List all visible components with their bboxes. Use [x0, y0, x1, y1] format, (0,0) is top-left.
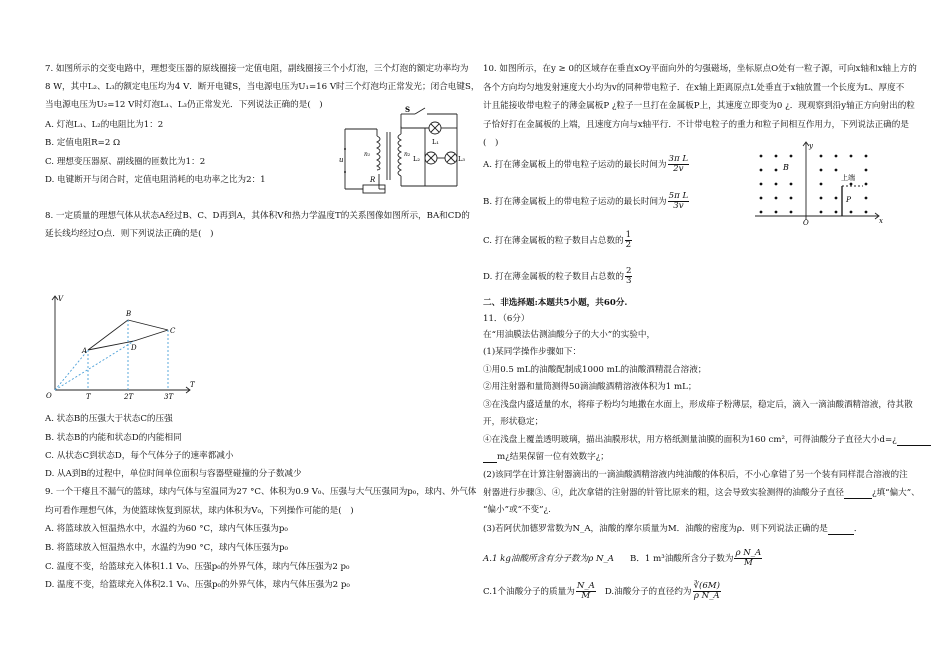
- q11-step4-unit: m¿结果保留一位有效数字¿；: [497, 452, 609, 462]
- q10-option-d-den: 3: [625, 276, 632, 286]
- q11-part2-line1: (2)该同学在计算注射器滴出的一滴油酸酒精溶液内纯油酸的体积后，不小心拿错了另一个装有同样混合溶液的注: [483, 470, 908, 480]
- q11-step3-line1: ③在浅盘内盛适量的水，将痱子粉均匀地撒在水面上，形成痱子粉薄层，稳定后，滴入一滴油酸酒精溶液，待其散: [483, 400, 913, 410]
- q11-part3: [483, 524, 862, 535]
- q11-number: 11．（6分）: [483, 314, 530, 324]
- q11-step4-line1: [483, 435, 931, 446]
- q11-option-d-num: ∛(6M): [693, 581, 720, 591]
- q11-part2-text: 射器进行步骤③、④，此次拿错的注射器的针管比原来的粗，这会导致实验测得的油酸分子直径: [483, 488, 844, 498]
- q10-label-b: B: [783, 163, 789, 172]
- q7-stem-line3: 当电源电压为U₂=12 V时灯泡L₁、L₃仍正常发光．下列说法正确的是( ): [45, 100, 323, 110]
- q11-step2: ②用注射器和量筒测得50滴油酸酒精溶液体积为1 mL；: [483, 382, 697, 392]
- q10-label-top: 上端: [841, 174, 855, 182]
- q11-part3-text: (3)若阿伏加德罗常数为N_A，油酸的摩尔质量为M．油酸的密度为ρ．则下列说法正确的是: [483, 524, 828, 534]
- q10-option-a: [483, 155, 690, 174]
- q11-answer-blank-part3[interactable]: [828, 525, 854, 535]
- q10-option-c: [483, 231, 633, 250]
- q11-option-c-text: C.1个油酸分子的质量为: [483, 587, 575, 597]
- q11-option-d-fraction: [693, 582, 721, 601]
- q10-option-b-den: 3v: [673, 201, 684, 211]
- q11-part2-line2: [483, 488, 920, 499]
- q11-option-d-den: ρ N_A: [693, 591, 720, 601]
- q11-step4-text: ④在浅盘上覆盖透明玻璃，描出油膜形状，用方格纸测量油膜的面积为160 cm²，可得油酸分子直径大小d=¿: [483, 435, 897, 445]
- q8-tick-t: T: [86, 393, 91, 401]
- q7-label-n2: n₂: [404, 151, 411, 158]
- q8-origin: O: [46, 392, 52, 400]
- q7-label-n1: n₁: [364, 151, 371, 158]
- q7-circuit-figure: [325, 104, 465, 196]
- q8-stem-line1: 8. 一定质量的理想气体从状态A经过B、C、D再到A，其体积V和热力学温度T的关系图像如图所示，BA和CD的: [45, 211, 470, 221]
- q10-option-d: [483, 267, 633, 286]
- q8-point-a: A: [82, 347, 88, 355]
- q7-option-d: D. 电键断开与闭合时，定值电阻消耗的电功率之比为2：1: [45, 175, 266, 185]
- q10-option-d-fraction: [625, 267, 632, 286]
- q8-axis-v: V: [58, 295, 64, 303]
- q10-option-a-text: A. 打在薄金属板上的带电粒子运动的最长时间为: [483, 160, 667, 170]
- q11-part1: (1)某同学操作步骤如下：: [483, 347, 582, 357]
- q10-field-dots: [760, 155, 868, 214]
- q10-option-c-num: 1: [625, 230, 632, 240]
- q8-point-b: B: [126, 310, 132, 318]
- q11-option-d-text: D.油酸分子的直径约为: [604, 587, 692, 597]
- q11-answer-blank-diameter[interactable]: [844, 489, 872, 499]
- q9-stem-line1: 9. 一个干瘪且不漏气的篮球，球内气体与室温同为27 °C、体积为0.9 V₀、压强与大气压强同为p₀，球内、外气体: [45, 487, 477, 497]
- q11-part2-line3: “偏小”或“不变”¿.: [483, 505, 551, 515]
- q7-label-l2: L₂: [413, 155, 420, 163]
- q8-option-a: A. 状态B的压强大于状态C的压强: [45, 414, 173, 424]
- q10-stem-line1: 10. 如图所示，在y ≥ 0的区域存在垂直xOy平面向外的匀强磁场，坐标原点O处有一粒子源，可向x轴和x轴上方的: [483, 64, 917, 74]
- q11-part2-choice: ¿填“偏大”、: [871, 488, 920, 498]
- q11-answer-blank-d[interactable]: [897, 436, 931, 446]
- q10-stem-line2: 各个方向均匀地发射速度大小均为v的同种带电粒子．在x轴上距离原点L处垂直于x轴放置一个长度为L、厚度不: [483, 83, 905, 93]
- q11-option-c-num: N_A: [576, 581, 595, 591]
- q8-tick-3t: 3T: [164, 393, 174, 401]
- q11-step4-line2: [483, 452, 609, 463]
- q9-option-b: B. 将篮球放入恒温热水中，水温约为90 °C，球内气体压强为p₀: [45, 543, 288, 553]
- q10-axis-x: x: [879, 217, 883, 225]
- q11-options-ab: [483, 549, 763, 568]
- q7-label-u: u: [339, 156, 344, 164]
- q10-origin: O: [803, 219, 809, 226]
- q8-stem-line2: 延长线均经过O点．则下列说法正确的是( ): [45, 229, 214, 239]
- q10-stem-line4: 子恰好打在金属板的上端，且速度方向与x轴平行．不计带电粒子的重力和粒子间相互作用力，下列说法正确的是: [483, 120, 909, 130]
- q7-label-r: R: [370, 176, 376, 184]
- q11-option-b-fraction: [734, 549, 762, 568]
- q10-option-b-text: B. 打在薄金属板上的带电粒子运动的最长时间为: [483, 197, 667, 207]
- q10-option-c-den: 2: [625, 240, 632, 250]
- section-2-heading: 二、非选择题:本题共5小题，共60分.: [483, 298, 628, 308]
- q11-option-c-den: M: [581, 591, 591, 601]
- q7-option-c: C. 理想变压器原、副线圈的匝数比为1：2: [45, 157, 206, 167]
- q10-option-d-text: D. 打在薄金属板的粒子数目占总数的: [483, 272, 624, 282]
- q11-option-b-text: B．1 m³油酸所含分子数为: [630, 554, 734, 564]
- q8-option-b: B. 状态B的内能和状态D的内能相同: [45, 433, 182, 443]
- q11-option-b-den: M: [743, 558, 753, 568]
- q9-option-d: D. 温度不变，给篮球充入体积2.1 V₀、压强p₀的外界气体，球内气体压强为2 p₀: [45, 580, 350, 590]
- q7-stem-line1: 7. 如图所示的交变电路中，理想变压器的原线圈接一定值电阻，副线圈接三个小灯泡，三个灯泡的额定功率均为: [45, 64, 469, 74]
- q11-option-b-num: ρ N_A: [735, 548, 762, 558]
- q10-option-b-fraction: [668, 192, 690, 211]
- q10-option-c-text: C. 打在薄金属板的粒子数目占总数的: [483, 236, 624, 246]
- q10-option-d-num: 2: [625, 266, 632, 276]
- q8-axis-t: T: [190, 381, 195, 389]
- q10-field-figure: [753, 138, 885, 226]
- q11-answer-blank-d-cont[interactable]: [483, 453, 497, 463]
- q10-stem-line3: 计且能接收带电粒子的薄金属板P ¿粒子一旦打在金属板P上，其速度立即变为0 ¿．现观察到沿y轴正方向射出的粒: [483, 101, 915, 111]
- q8-point-d: D: [131, 344, 137, 352]
- q8-vt-graph: [40, 290, 200, 410]
- q7-option-b: B. 定值电阻R=2 Ω: [45, 138, 121, 148]
- q8-option-d: D. 从A到B的过程中，单位时间单位面积与容器壁碰撞的分子数减少: [45, 469, 302, 479]
- q7-label-l1: L₁: [432, 138, 439, 146]
- q11-step1: ①用0.5 mL的油酸配制成1000 mL的油酸酒精混合溶液；: [483, 365, 707, 375]
- q11-option-a: A.1 kg油酸所含有分子数为ρ N_A: [483, 554, 614, 564]
- q11-step3-line2: 开，形状稳定；: [483, 417, 544, 427]
- q10-label-p: P: [846, 195, 852, 204]
- q8-option-c: C. 从状态C到状态D，每个气体分子的速率都减小: [45, 451, 234, 461]
- q10-option-a-fraction: [668, 155, 690, 174]
- q7-stem-line2: 8 W，其中L₂、L₃的额定电压均为4 V．断开电键S，当电源电压为U₁=16 V时三个灯泡均正常发光；闭合电键S，: [45, 82, 480, 92]
- q9-stem-line2: 均可看作理想气体，为使篮球恢复到原状，球内体积为V₀，下列操作可能的是( ): [45, 506, 354, 516]
- q10-option-b-num: 5π L: [668, 191, 689, 201]
- q8-tick-2t: 2T: [124, 393, 134, 401]
- q11-intro: 在“用油膜法估测油酸分子的大小”的实验中，: [483, 330, 656, 340]
- q7-option-a: A. 灯泡L₁、L₂的电阻比为1：2: [45, 120, 164, 130]
- q11-part3-end: ．: [853, 524, 863, 534]
- q10-option-a-den: 2v: [673, 164, 684, 174]
- q8-point-c: C: [170, 327, 176, 335]
- q9-option-c: C. 温度不变，给篮球充入体积1.1 V₀、压强p₀的外界气体，球内气体压强为2 p₀: [45, 562, 350, 572]
- q7-label-l3: L₃: [458, 155, 465, 163]
- q10-option-b: [483, 192, 690, 211]
- q10-axis-y: y: [809, 142, 813, 150]
- q9-option-a: A. 将篮球放入恒温热水中，水温约为60 °C，球内气体压强为p₀: [45, 524, 288, 534]
- q10-paren: ( ): [483, 138, 499, 148]
- q10-option-a-num: 3π L: [668, 154, 689, 164]
- q11-option-c-fraction: [576, 582, 596, 601]
- q11-options-cd: [483, 582, 722, 601]
- q7-label-s: S: [405, 105, 411, 114]
- q10-option-c-fraction: [625, 231, 632, 250]
